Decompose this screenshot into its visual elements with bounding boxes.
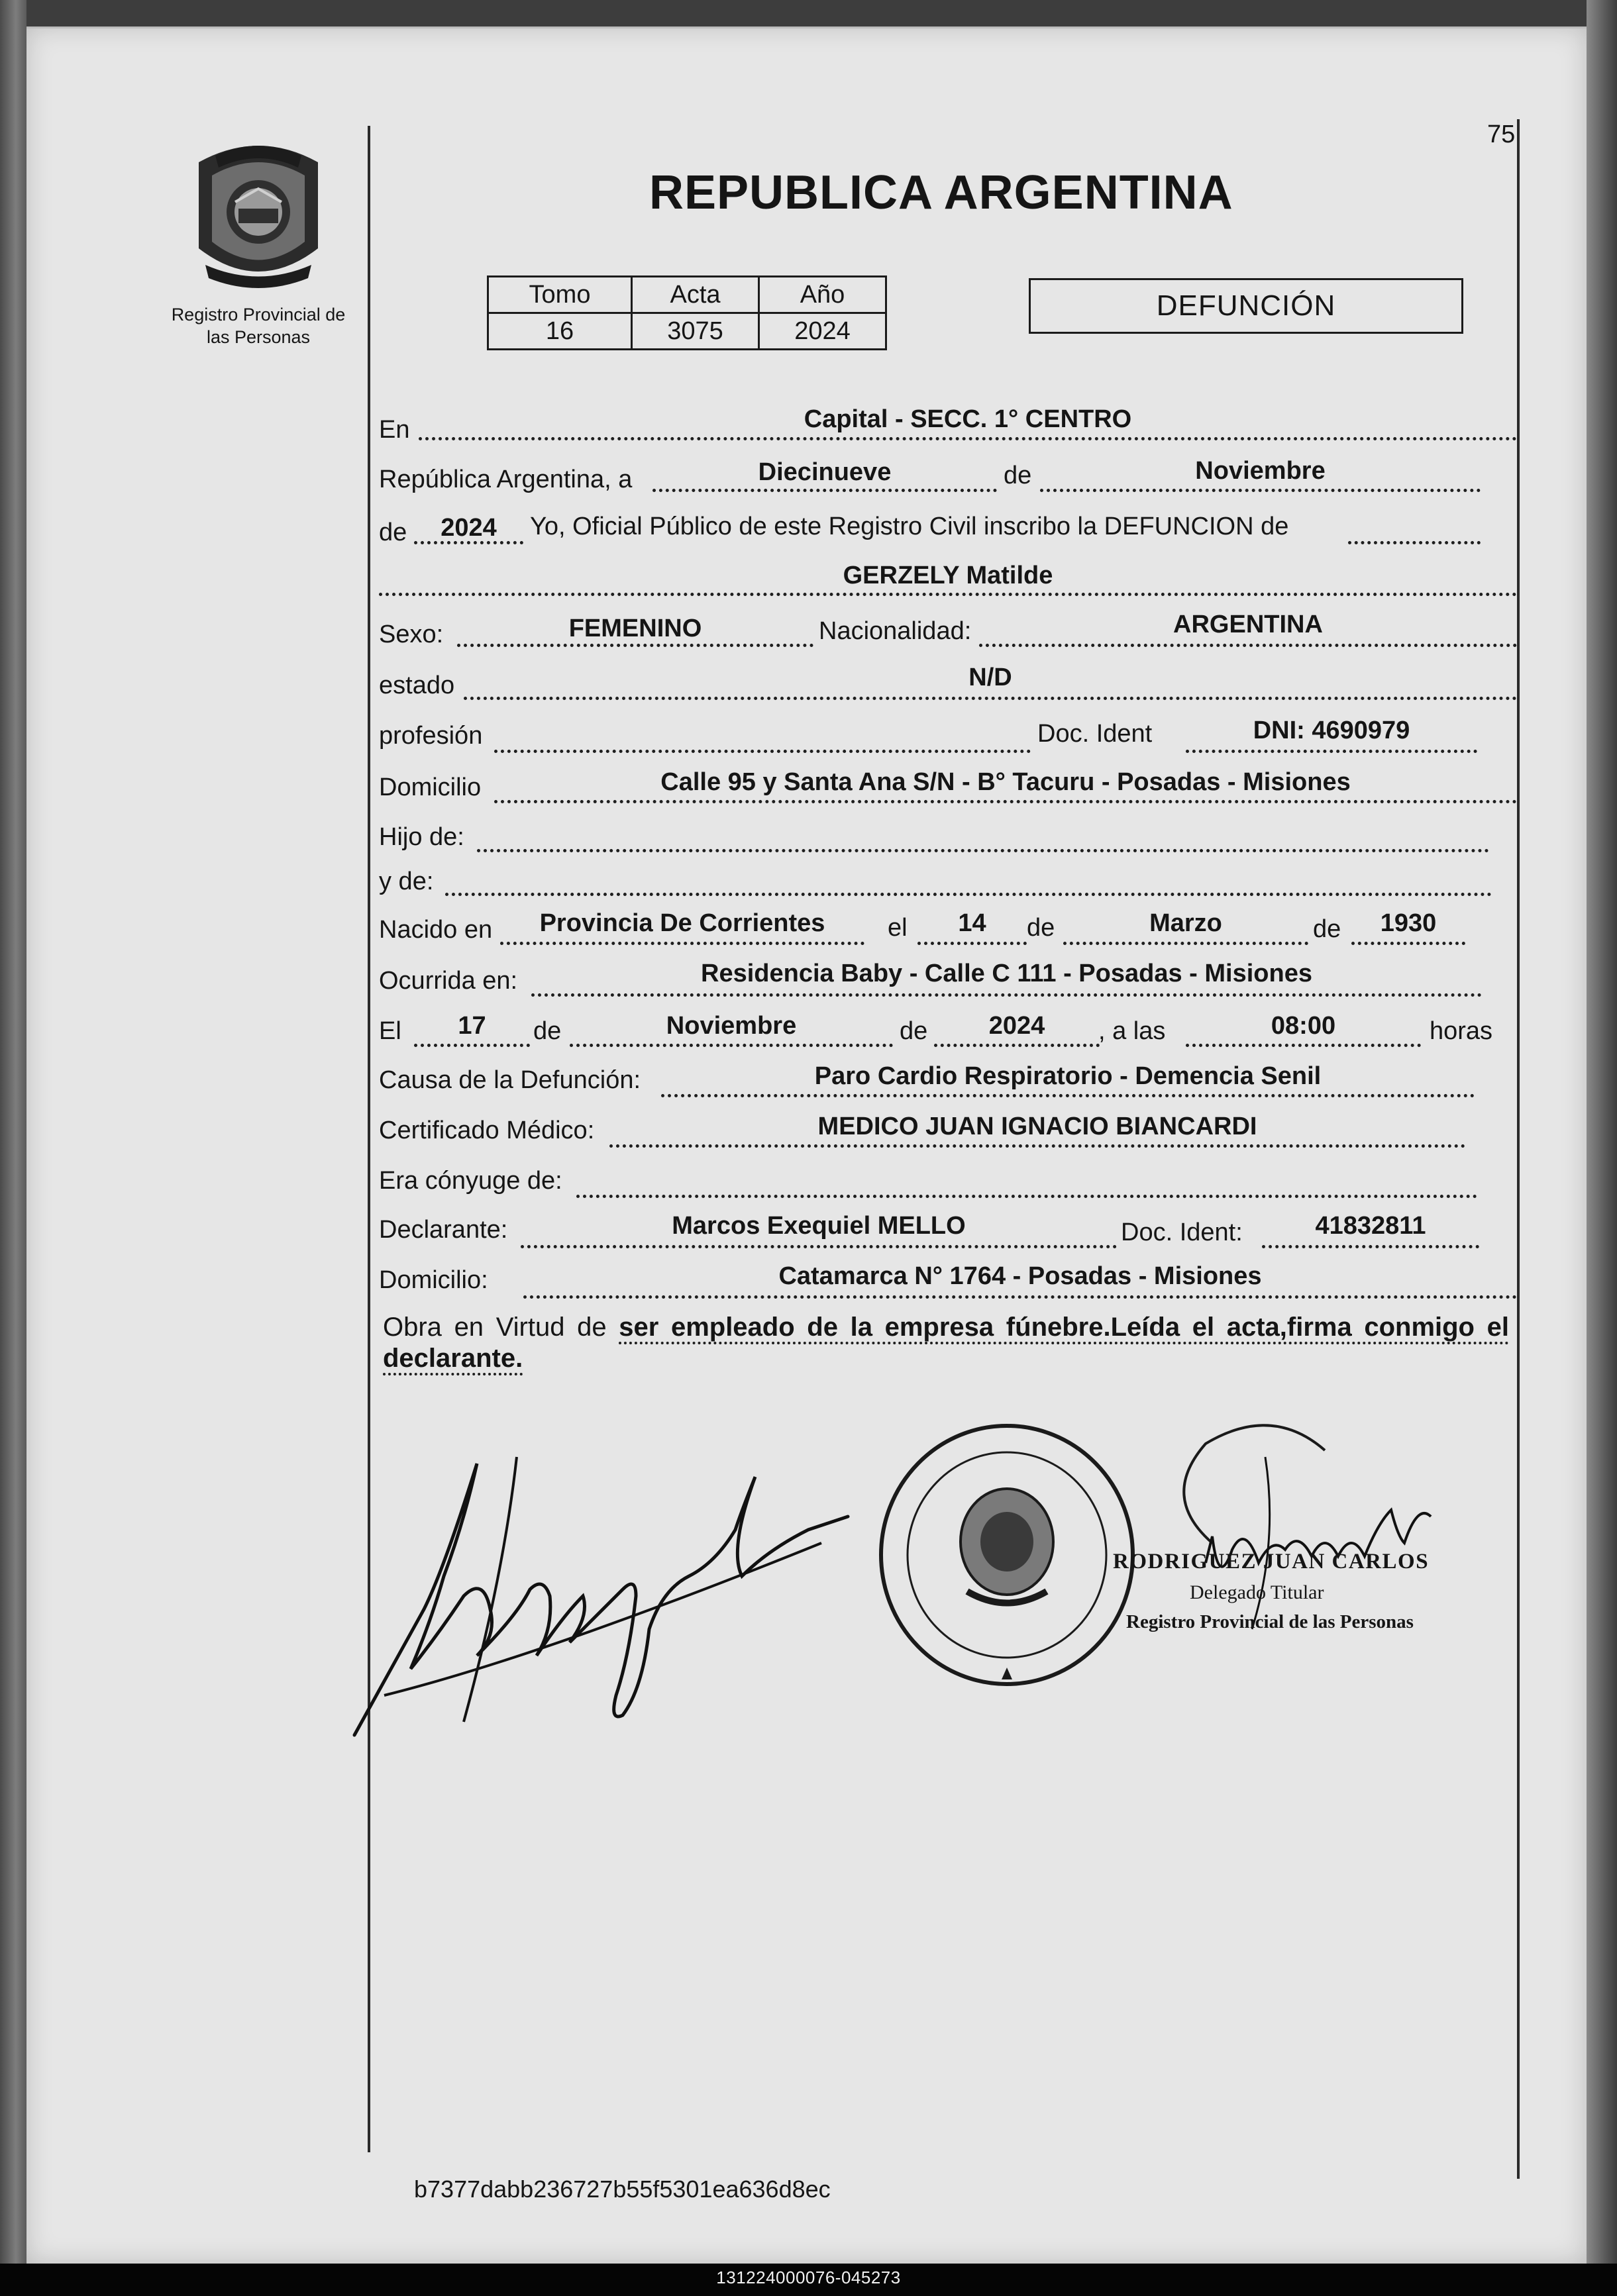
- republica-label: República Argentina, a: [379, 466, 633, 493]
- de-label-4: de: [1313, 915, 1341, 943]
- de-label-6: de: [900, 1017, 928, 1045]
- left-margin-rule: [368, 126, 370, 2152]
- obra-label: Obra en Virtud de: [383, 1313, 607, 1342]
- birth-month-dotted-line: [1063, 942, 1308, 945]
- record-type-box: DEFUNCIÓN: [1029, 278, 1463, 334]
- ocurrida-dotted-line: [531, 993, 1482, 997]
- right-margin-rule: [1517, 119, 1520, 2179]
- en-label: En: [379, 416, 410, 444]
- yo-dotted-line: [1348, 541, 1481, 544]
- sexo-label: Sexo:: [379, 621, 444, 648]
- el-label-1: el: [888, 914, 908, 942]
- month-value: Noviembre: [1195, 457, 1326, 485]
- certificado-label: Certificado Médico:: [379, 1117, 595, 1144]
- estado-value: N/D: [968, 664, 1012, 691]
- declarante-dotted-line: [521, 1245, 1117, 1248]
- doc-ident-dotted-line: [1186, 750, 1477, 753]
- deceased-name: GERZELY Matilde: [843, 562, 1053, 589]
- doc-ident-2-value: 41832811: [1315, 1212, 1426, 1240]
- registry-label: [152, 303, 364, 348]
- yo-text: Yo, Oficial Público de este Registro Civil inscribo la DEFUNCION de: [530, 513, 1289, 540]
- de-label-3: de: [1027, 914, 1055, 942]
- domicilio-label-2: Domicilio:: [379, 1266, 488, 1294]
- record-table-value-row: [488, 313, 886, 350]
- day-value: Diecinueve: [758, 458, 892, 486]
- doc-ident-label-2: Doc. Ident:: [1121, 1219, 1243, 1246]
- yde-label: y de:: [379, 868, 434, 895]
- obra-paragraph-line1: [383, 1308, 1509, 1346]
- conyuge-dotted-line: [576, 1195, 1477, 1198]
- en-dotted-line: [419, 437, 1517, 440]
- de-label-1: de: [1004, 462, 1032, 489]
- hijo-label: Hijo de:: [379, 823, 464, 851]
- death-year-value: 2024: [988, 1012, 1045, 1040]
- ocurrida-label: Ocurrida en:: [379, 967, 518, 995]
- background-right-edge: [1587, 0, 1617, 2296]
- obra-value-line1: ser empleado de la empresa fúnebre.Leída el acta,firma conmigo el: [619, 1313, 1509, 1344]
- nacido-dotted-line: [500, 942, 864, 945]
- registry-seal-icon: [881, 1426, 1133, 1684]
- estado-label: estado: [379, 672, 455, 699]
- registrar-role: Delegado Titular: [1190, 1581, 1324, 1603]
- registrar-organization: Registro Provincial de las Personas: [1126, 1611, 1414, 1632]
- birth-day-value: 14: [958, 909, 986, 937]
- month-dotted-line: [1040, 489, 1481, 492]
- document-hash: b7377dabb236727b55f5301ea636d8ec: [414, 2175, 831, 2203]
- doc-ident-label: Doc. Ident: [1037, 720, 1153, 748]
- death-day-dotted-line: [414, 1044, 530, 1047]
- sheet-edge: [26, 26, 1587, 28]
- value-acta: 3075: [632, 313, 759, 350]
- record-table: [487, 275, 887, 350]
- domicilio-label: Domicilio: [379, 774, 482, 801]
- causa-label: Causa de la Defunción:: [379, 1066, 641, 1094]
- sexo-dotted-line: [457, 644, 813, 647]
- header-ano: Año: [759, 277, 886, 313]
- ocurrida-value: Residencia Baby - Calle C 111 - Posadas - Misiones: [701, 960, 1312, 987]
- death-time-value: 08:00: [1271, 1012, 1336, 1040]
- declarante-value: Marcos Exequiel MELLO: [672, 1212, 966, 1240]
- registry-label-line1: Registro Provincial de: [171, 305, 346, 324]
- conyuge-label: Era cónyuge de:: [379, 1167, 562, 1195]
- declarant-signature: [354, 1464, 848, 1735]
- causa-dotted-line: [661, 1094, 1475, 1097]
- profesion-dotted-line: [494, 750, 1031, 753]
- domicilio-value: Calle 95 y Santa Ana S/N - B° Tacuru - Posadas - Misiones: [660, 768, 1351, 796]
- el-label-2: El: [379, 1017, 401, 1045]
- value-tomo: 16: [488, 313, 632, 350]
- causa-value: Paro Cardio Respiratorio - Demencia Senil: [814, 1062, 1322, 1090]
- certificado-value: MEDICO JUAN IGNACIO BIANCARDI: [817, 1113, 1257, 1140]
- declarante-label: Declarante:: [379, 1216, 508, 1244]
- yde-dotted-line: [445, 893, 1492, 896]
- record-table-header-row: [488, 277, 886, 313]
- year-value: 2024: [441, 514, 497, 542]
- a-las-label: , a las: [1098, 1017, 1166, 1045]
- estado-dotted-line: [464, 697, 1517, 700]
- header-tomo: Tomo: [488, 277, 632, 313]
- birth-year-value: 1930: [1380, 909, 1437, 937]
- death-year-dotted-line: [934, 1044, 1100, 1047]
- registry-label-line2: las Personas: [206, 327, 311, 347]
- en-value: Capital - SECC. 1° CENTRO: [804, 405, 1132, 433]
- misiones-emblem-icon: [185, 136, 331, 295]
- obra-value-line2-text: declarante.: [383, 1344, 523, 1375]
- profesion-label: profesión: [379, 722, 483, 750]
- domicilio-dotted-line: [494, 800, 1517, 803]
- registrar-name: RODRIGUEZ JUAN CARLOS: [1113, 1550, 1430, 1573]
- header-acta: Acta: [632, 277, 759, 313]
- domicilio-2-value: Catamarca N° 1764 - Posadas - Misiones: [778, 1262, 1262, 1290]
- doc-ident-value: DNI: 4690979: [1253, 717, 1410, 744]
- birth-year-dotted-line: [1351, 942, 1465, 945]
- death-day-value: 17: [458, 1012, 486, 1040]
- birth-month-value: Marzo: [1149, 909, 1222, 937]
- name-dotted-line: [379, 593, 1517, 596]
- nacionalidad-label: Nacionalidad:: [819, 617, 972, 645]
- death-month-value: Noviembre: [666, 1012, 797, 1040]
- document-title: REPUBLICA ARGENTINA: [649, 166, 1233, 219]
- death-month-dotted-line: [570, 1044, 893, 1047]
- hijo-dotted-line: [477, 849, 1489, 852]
- death-time-dotted-line: [1186, 1044, 1421, 1047]
- horas-label: horas: [1430, 1017, 1493, 1045]
- de-label-2: de: [379, 519, 407, 546]
- de-label-5: de: [533, 1017, 562, 1045]
- nacionalidad-dotted-line: [979, 644, 1517, 647]
- footer-code: 131224000076-045273: [716, 2268, 901, 2287]
- certificado-dotted-line: [609, 1144, 1465, 1148]
- nacionalidad-value: ARGENTINA: [1173, 611, 1323, 638]
- birth-day-dotted-line: [917, 942, 1027, 945]
- value-ano: 2024: [759, 313, 886, 350]
- page-number: 75: [1487, 121, 1516, 148]
- obra-value-line2: [383, 1344, 523, 1373]
- doc-ident-2-dotted-line: [1262, 1245, 1479, 1248]
- background-left-edge: [0, 0, 26, 2296]
- domicilio-2-dotted-line: [523, 1295, 1517, 1299]
- nacido-label: Nacido en: [379, 916, 493, 944]
- sexo-value: FEMENINO: [568, 615, 702, 642]
- day-dotted-line: [652, 489, 997, 492]
- nacido-value: Provincia De Corrientes: [539, 909, 825, 937]
